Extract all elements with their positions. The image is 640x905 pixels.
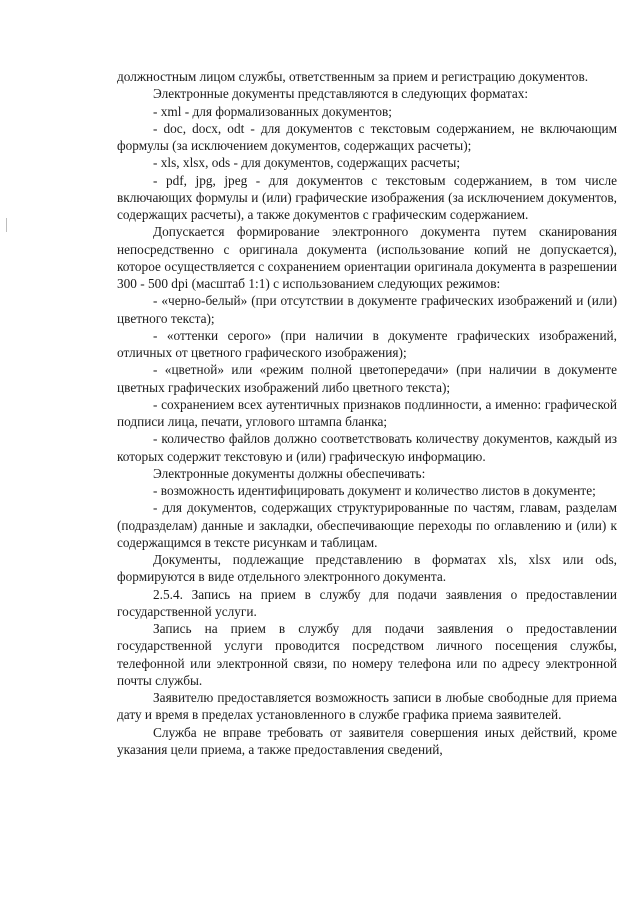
paragraph: Документы, подлежащие представлению в форматах xls, xlsx или ods, формируются в виде отдельного электронного документа.: [117, 552, 617, 585]
paragraph: Служба не вправе требовать от заявителя совершения иных действий, кроме указания цели приема, а также предоставления сведений,: [117, 724, 617, 757]
paragraph: Электронные документы должны обеспечивать:: [153, 465, 426, 481]
paragraph: Допускается формирование электронного документа путем сканирования непосредственно с оригинала документа (использование копий не допускается), которое осуществляется с сохранением ориентации оригинала документа в разрешении 300 - 500 dpi (масштаб 1:1) с использованием следующих режимов:: [117, 224, 617, 291]
paragraph: 2.5.4. Запись на прием в службу для подачи заявления о предоставлении государственной услуги.: [117, 586, 617, 619]
margin-mark: [6, 218, 7, 232]
paragraph: - «оттенки серого» (при наличии в документе графических изображений, отличных от цветного графического изображения);: [117, 327, 617, 360]
paragraph: - для документов, содержащих структурированные по частям, главам, разделам (подразделам) данные и закладки, обеспечивающие переходы по оглавлению и (или) к содержащимся в тексте рисункам и таблицам.: [117, 500, 617, 550]
paragraph: - xml - для формализованных документов;: [153, 103, 392, 119]
paragraph: - возможность идентифицировать документ и количество листов в документе;: [153, 483, 596, 498]
paragraph: - количество файлов должно соответствовать количеству документов, каждый из которых содержит текстовую и (или) графическую информацию.: [117, 431, 617, 464]
document-body: [117, 68, 617, 758]
paragraph: - «цветной» или «режим полной цветопередачи» (при наличии в документе цветных графических изображений либо цветного текста);: [117, 362, 617, 395]
paragraph: Запись на прием в службу для подачи заявления о предоставлении государственной услуги проводится посредством личного посещения службы, телефонной или электронной связи, по номеру телефона или по адресу электронной почты службы.: [117, 621, 617, 688]
paragraph: - «черно-белый» (при отсутствии в документе графических изображений и (или) цветного текста);: [117, 293, 617, 326]
paragraph: - сохранением всех аутентичных признаков подлинности, а именно: графической подписи лица, печати, углового штампа бланка;: [117, 396, 617, 429]
paragraph: Заявителю предоставляется возможность записи в любые свободные для приема дату и время в пределах установленного в службе графика приема заявителей.: [117, 690, 617, 723]
paragraph: Электронные документы представляются в следующих форматах:: [153, 86, 529, 102]
paragraph: - pdf, jpg, jpeg - для документов с текстовым содержанием, в том числе включающих формулы и (или) графические изображения (за исключением документов, содержащих расчеты), а также документов с графическим содержанием.: [117, 172, 617, 222]
paragraph: - doc, docx, odt - для документов с текстовым содержанием, не включающим формулы (за исключением документов, содержащих расчеты);: [117, 120, 617, 153]
paragraph: - xls, xlsx, ods - для документов, содержащих расчеты;: [153, 155, 461, 171]
paragraph: должностным лицом службы, ответственным за прием и регистрацию документов.: [117, 69, 589, 84]
